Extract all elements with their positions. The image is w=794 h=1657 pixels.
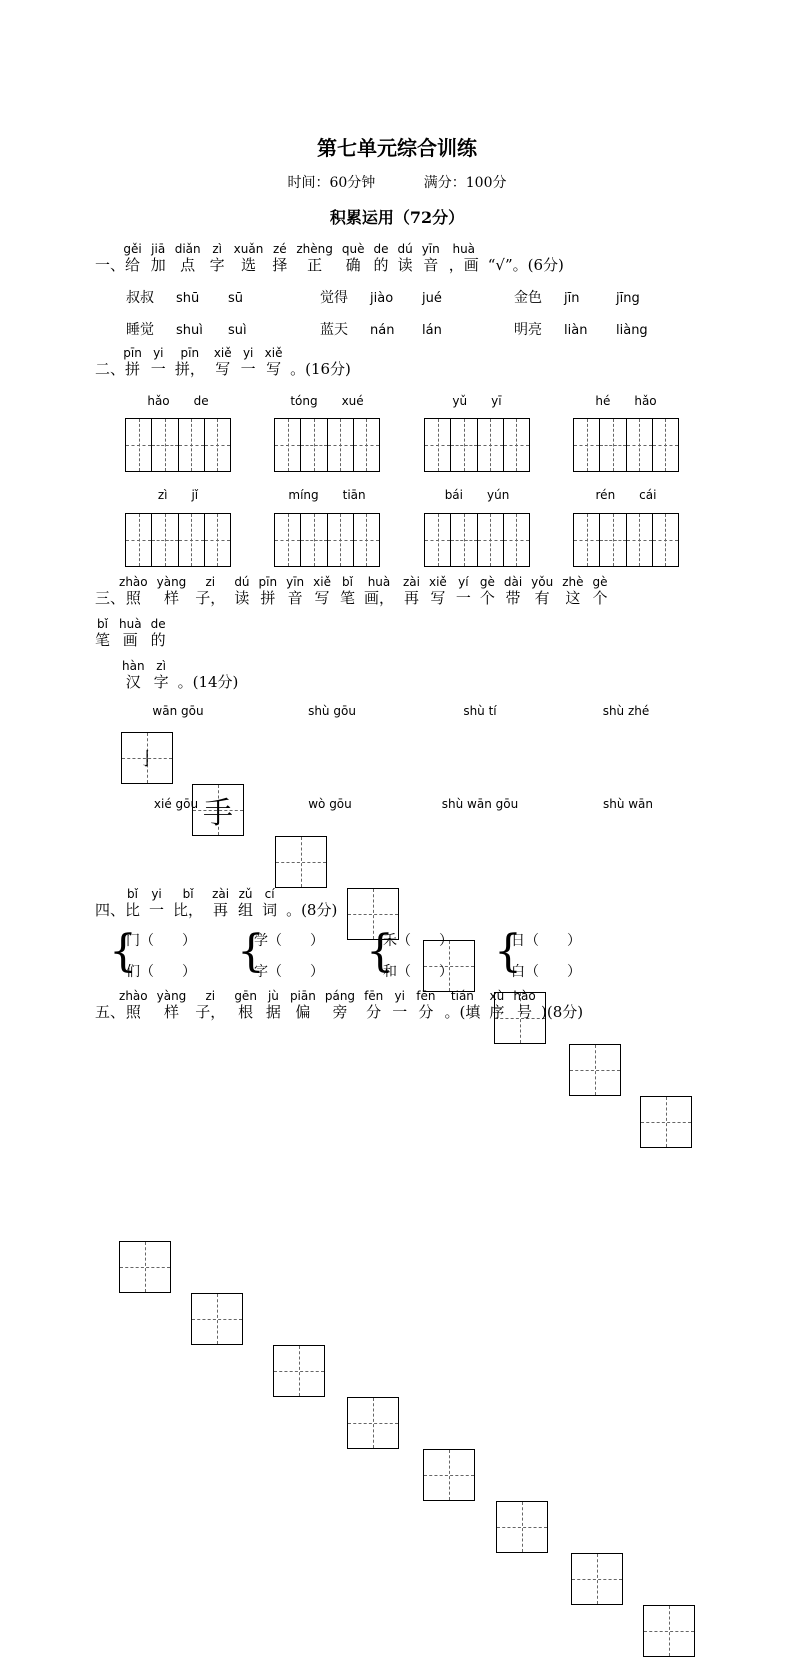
- q3-pinyin: dú: [234, 575, 250, 589]
- q2-words: [123, 346, 290, 378]
- q2-pinyin: pīn: [174, 346, 205, 360]
- q5-pinyin: zhào: [119, 989, 148, 1003]
- q3-tail: 。(14分): [177, 673, 239, 691]
- q3-writing-square[interactable]: [640, 1096, 692, 1148]
- q1-choice-row-1: [126, 287, 708, 307]
- q2-pinyin-label: yǔ yī: [452, 394, 502, 408]
- q1-word: 叔叔: [126, 290, 154, 306]
- grid-cell: [126, 419, 152, 471]
- q1-pinyin: de: [373, 242, 389, 256]
- grid-cell: [179, 514, 205, 566]
- q2-pinyin: xiě: [264, 346, 283, 360]
- q5-pinyin: páng: [324, 989, 356, 1003]
- brace-icon: {: [366, 926, 394, 977]
- q2-pinyin: yi: [150, 346, 166, 360]
- q5-char: 根gēn: [234, 989, 257, 1021]
- q1-pinyin: zì: [209, 242, 225, 256]
- q3-pinyin: yǒu: [531, 575, 554, 589]
- q1-pinyin: què: [341, 242, 365, 256]
- q3-char: 笔bǐ: [339, 575, 355, 607]
- q4-char: 词cí: [262, 887, 278, 919]
- q3-instruction-line3: [122, 660, 238, 692]
- q1-word: 金色: [514, 290, 542, 306]
- q3-pinyin: gè: [592, 575, 608, 589]
- brace-icon: {: [237, 926, 265, 977]
- q2-writing-box[interactable]: [424, 513, 530, 567]
- q5-char: 号hào: [513, 989, 536, 1021]
- q2-writing-box[interactable]: [274, 513, 380, 567]
- q2-pinyin-label: bái yún: [444, 488, 510, 502]
- grid-cell: [328, 419, 354, 471]
- q1-choice-row-2: [126, 319, 708, 339]
- example-stroke: 亅: [138, 749, 156, 770]
- q2-writing-box[interactable]: [573, 513, 679, 567]
- q4-answer-slot[interactable]: 白（ ）: [511, 964, 581, 980]
- q1-pinyin: xuǎn: [233, 242, 264, 256]
- q2-char: 一yi: [150, 346, 166, 378]
- q2-writing-box[interactable]: [573, 418, 679, 472]
- q5-pinyin: piān: [289, 989, 316, 1003]
- q5-char: 照zhào: [119, 989, 148, 1021]
- q1-pinyin: dú: [397, 242, 413, 256]
- q1-option[interactable]: suì: [228, 323, 247, 338]
- q2-pinyin: xiě: [213, 346, 232, 360]
- q3-stroke-pinyin: shù tí: [463, 704, 497, 718]
- q1-char: 点diǎn: [174, 242, 201, 274]
- q3-stroke-pinyin: shù gōu: [308, 704, 356, 718]
- q4-char: 一yi: [149, 887, 165, 919]
- q3-stroke-pinyin: shù zhé: [602, 704, 650, 718]
- q3-writing-square[interactable]: [569, 1044, 621, 1096]
- q2-writing-box[interactable]: [125, 418, 231, 472]
- q3-char: 字zì: [153, 659, 169, 691]
- q1-word: 蓝天: [320, 322, 348, 338]
- q1-option[interactable]: lán: [422, 323, 442, 338]
- q3-char: 这zhè: [562, 575, 584, 607]
- q3-pinyin: zi: [195, 575, 226, 589]
- q4-pinyin: zǔ: [238, 887, 254, 901]
- q3-pinyin: zì: [153, 659, 169, 673]
- q3-pinyin: gè: [479, 575, 495, 589]
- q4-words: [125, 887, 286, 919]
- example-character: 手: [203, 796, 233, 831]
- q1-option[interactable]: jīn: [564, 291, 580, 306]
- grid-cell: [275, 514, 301, 566]
- q1-option[interactable]: sū: [228, 291, 244, 306]
- q2-pinyin: pīn: [123, 346, 142, 360]
- grid-cell: [301, 419, 327, 471]
- q3-number: 三、: [95, 589, 126, 607]
- q3-pinyin: huà: [119, 617, 142, 631]
- q3-char: 音yīn: [286, 575, 305, 607]
- q3-char: 子，zi: [195, 575, 226, 607]
- q5-pinyin: gēn: [234, 989, 257, 1003]
- grid-cell: [574, 514, 600, 566]
- grid-cell: [478, 514, 504, 566]
- brace-icon: {: [109, 926, 137, 977]
- q5-pinyin: xù: [489, 989, 505, 1003]
- q4-answer-slot[interactable]: 门（ ）: [126, 933, 196, 949]
- q5-char: 偏piān: [289, 989, 316, 1021]
- grid-cell: [328, 514, 354, 566]
- q1-char: 给gěi: [123, 242, 142, 274]
- q2-pinyin-label: rén cái: [595, 488, 657, 502]
- q3-writing-square[interactable]: [423, 1449, 475, 1501]
- q1-char: 确què: [341, 242, 365, 274]
- q3-char: 个gè: [592, 575, 608, 607]
- q4-char: 比bǐ: [125, 887, 141, 919]
- q3-writing-square[interactable]: [119, 1241, 171, 1293]
- q1-option[interactable]: liàng: [616, 323, 648, 338]
- q2-writing-box[interactable]: [424, 418, 530, 472]
- q5-number: 五、: [95, 1003, 126, 1021]
- q1-pinyin: yīn: [421, 242, 440, 256]
- q3-writing-square[interactable]: [347, 1397, 399, 1449]
- grid-cell: [504, 514, 529, 566]
- q3-char: 写xiě: [428, 575, 447, 607]
- q3-pinyin: hàn: [122, 659, 145, 673]
- q5-char: 。(填tián: [444, 989, 481, 1021]
- q4-answer-slot[interactable]: 和（ ）: [383, 964, 453, 980]
- q3-char: 拼pīn: [258, 575, 278, 607]
- q3-writing-square[interactable]: [571, 1553, 623, 1605]
- grid-cell: [451, 514, 477, 566]
- q3-pinyin: huà: [363, 575, 394, 589]
- q3-char: 画，huà: [363, 575, 394, 607]
- q3-stroke-pinyin: xié gōu: [153, 797, 199, 811]
- q3-pinyin: de: [150, 617, 166, 631]
- q3-instruction: [95, 576, 617, 608]
- q2-char: 拼pīn: [123, 346, 142, 378]
- q3-char: 带dài: [503, 575, 523, 607]
- q3-stroke-pinyin: shù wān gōu: [441, 797, 519, 811]
- q3-pinyin: xiě: [428, 575, 447, 589]
- q1-char: 音yīn: [421, 242, 440, 274]
- q1-option[interactable]: jīng: [616, 291, 640, 306]
- grid-cell: [152, 419, 178, 471]
- grid-cell: [627, 419, 653, 471]
- q1-char: 字zì: [209, 242, 225, 274]
- q2-char: 一yi: [240, 346, 256, 378]
- q5-char: 样yàng: [156, 989, 187, 1021]
- q1-char: ，画huà: [448, 242, 479, 274]
- q3-char: 再zài: [403, 575, 420, 607]
- q4-char: 再zài: [212, 887, 230, 919]
- q3-pinyin: zài: [403, 575, 420, 589]
- q5-instruction: [95, 990, 583, 1022]
- q1-instruction: [95, 243, 564, 275]
- q5-words: [119, 989, 444, 1021]
- q4-tail: 。(8分): [286, 901, 338, 919]
- q2-char: 拼，pīn: [174, 346, 205, 378]
- q3-writing-square[interactable]: [192, 784, 244, 836]
- grid-cell: [205, 514, 230, 566]
- q3-char: 读dú: [234, 575, 250, 607]
- q1-option[interactable]: shū: [176, 291, 200, 306]
- q2-pinyin-label: zì jǐ: [157, 488, 199, 502]
- q2-char: 写xiě: [213, 346, 232, 378]
- q1-tail: “√”。(6分): [487, 256, 564, 274]
- grid-cell: [653, 419, 678, 471]
- section-title: 积累运用（72分）: [329, 208, 465, 227]
- q2-pinyin-label: hé hǎo: [595, 394, 657, 408]
- page-title: 第七单元综合训练: [317, 136, 477, 160]
- q3-char: 汉hàn: [122, 659, 145, 691]
- q3-writing-square[interactable]: [191, 1293, 243, 1345]
- brace-icon: {: [494, 926, 522, 977]
- q4-pinyin: zài: [212, 887, 230, 901]
- time-limit: 时间：60分钟: [287, 175, 376, 191]
- grid-cell: [504, 419, 529, 471]
- q3-char: 样yàng: [156, 575, 187, 607]
- full-score: 满分：100分: [423, 175, 507, 191]
- q3-char: 一yí: [455, 575, 471, 607]
- q1-option[interactable]: nán: [370, 323, 395, 338]
- q1-pinyin: zhèng: [296, 242, 333, 256]
- q4-number: 四、: [95, 901, 126, 919]
- q3-words2: [95, 617, 175, 649]
- q4-answer-slot[interactable]: 日（ ）: [511, 933, 581, 949]
- q5-char: 序xù: [489, 989, 505, 1021]
- q4-instruction: [95, 888, 337, 920]
- q5-char: 分fēn: [364, 989, 384, 1021]
- q5-pinyin: fēn: [416, 989, 436, 1003]
- q1-pinyin: diǎn: [174, 242, 201, 256]
- q3-pinyin: dài: [503, 575, 523, 589]
- q3-pinyin: yí: [455, 575, 471, 589]
- q3-char: 的de: [150, 617, 166, 649]
- q5-words2: [444, 989, 541, 1021]
- q3-stroke-pinyin: wān gōu: [152, 704, 204, 718]
- q5-char: 旁páng: [324, 989, 356, 1021]
- q4-pinyin: yi: [149, 887, 165, 901]
- grid-cell: [627, 514, 653, 566]
- q1-char: 读dú: [397, 242, 413, 274]
- q3-writing-square[interactable]: [121, 732, 173, 784]
- q3-stroke-pinyin: shù wān: [602, 797, 654, 811]
- q4-answer-slot[interactable]: 们（ ）: [126, 964, 196, 980]
- q1-word: 明亮: [514, 322, 542, 338]
- q3-writing-square[interactable]: [273, 1345, 325, 1397]
- q2-pinyin: yi: [240, 346, 256, 360]
- q3-char: 照zhào: [119, 575, 148, 607]
- q3-pinyin: xiě: [313, 575, 331, 589]
- q3-pinyin: bǐ: [95, 617, 111, 631]
- q2-char: 写xiě: [264, 346, 283, 378]
- q5-char: 子，zi: [195, 989, 226, 1021]
- q1-word: 睡觉: [126, 322, 154, 338]
- q3-pinyin: bǐ: [339, 575, 355, 589]
- q1-pinyin: zé: [272, 242, 288, 256]
- grid-cell: [354, 419, 379, 471]
- q5-tail: )(8分): [541, 1003, 584, 1021]
- q5-char: 一yi: [392, 989, 408, 1021]
- q3-char: 个gè: [479, 575, 495, 607]
- q5-pinyin: zi: [195, 989, 226, 1003]
- q5-char: 分fēn: [416, 989, 436, 1021]
- grid-cell: [425, 419, 451, 471]
- q1-char: 的de: [373, 242, 389, 274]
- q4-answer-slot[interactable]: 字（ ）: [254, 964, 324, 980]
- q3-pinyin: yàng: [156, 575, 187, 589]
- q5-pinyin: yi: [392, 989, 408, 1003]
- grid-cell: [275, 419, 301, 471]
- q1-pinyin: huà: [448, 242, 479, 256]
- q1-option[interactable]: jué: [422, 291, 442, 306]
- q1-char: 选xuǎn: [233, 242, 264, 274]
- q3-char: 写xiě: [313, 575, 331, 607]
- q5-pinyin: fēn: [364, 989, 384, 1003]
- q2-tail: 。(16分): [290, 360, 351, 378]
- q3-writing-square[interactable]: [643, 1605, 695, 1657]
- q1-char: 加jiā: [150, 242, 166, 274]
- q2-number: 二、: [95, 360, 126, 378]
- q3-pinyin: zhào: [119, 575, 148, 589]
- grid-cell: [152, 514, 178, 566]
- q1-char: 正zhèng: [296, 242, 333, 274]
- q3-char: 笔bǐ: [95, 617, 111, 649]
- grid-cell: [179, 419, 205, 471]
- grid-cell: [301, 514, 327, 566]
- q1-pinyin: gěi: [123, 242, 142, 256]
- q1-number: 一、: [95, 256, 126, 274]
- grid-cell: [205, 419, 230, 471]
- q3-instruction-line2: [95, 618, 175, 650]
- q4-char: 比，bǐ: [173, 887, 204, 919]
- q3-words3: [122, 659, 178, 691]
- q5-pinyin: yàng: [156, 989, 187, 1003]
- q3-stroke-pinyin: wò gōu: [308, 797, 352, 811]
- q4-pinyin: bǐ: [173, 887, 204, 901]
- q4-pinyin: bǐ: [125, 887, 141, 901]
- q1-option[interactable]: liàn: [564, 323, 588, 338]
- grid-cell: [600, 419, 626, 471]
- grid-cell: [354, 514, 379, 566]
- q4-pinyin: cí: [262, 887, 278, 901]
- grid-cell: [451, 419, 477, 471]
- grid-cell: [600, 514, 626, 566]
- q2-writing-box[interactable]: [125, 513, 231, 567]
- q1-words: [123, 242, 488, 274]
- q1-option[interactable]: shuì: [176, 323, 203, 338]
- exam-meta: [0, 172, 794, 192]
- grid-cell: [126, 514, 152, 566]
- q2-pinyin-label: hǎo de: [147, 394, 209, 408]
- q2-instruction: [95, 347, 351, 379]
- q2-pinyin-label: tóng xué: [290, 394, 364, 408]
- q1-pinyin: jiā: [150, 242, 166, 256]
- q3-writing-square[interactable]: [496, 1501, 548, 1553]
- q1-option[interactable]: jiào: [370, 291, 394, 306]
- grid-cell: [574, 419, 600, 471]
- q4-char: 组zǔ: [238, 887, 254, 919]
- q3-char: 有yǒu: [531, 575, 554, 607]
- q5-char: 据jù: [265, 989, 281, 1021]
- q4-answer-slot[interactable]: 学（ ）: [254, 933, 324, 949]
- q5-pinyin: jù: [265, 989, 281, 1003]
- q3-words: [119, 575, 616, 607]
- q3-pinyin: pīn: [258, 575, 278, 589]
- q2-writing-box[interactable]: [274, 418, 380, 472]
- q3-writing-square[interactable]: [275, 836, 327, 888]
- q5-pinyin: hào: [513, 989, 536, 1003]
- q4-answer-slot[interactable]: 禾（ ）: [383, 933, 453, 949]
- q5-pinyin: tián: [444, 989, 481, 1003]
- q2-pinyin-label: míng tiān: [288, 488, 366, 502]
- grid-cell: [478, 419, 504, 471]
- q3-char: 画huà: [119, 617, 142, 649]
- q1-char: 择zé: [272, 242, 288, 274]
- q3-pinyin: yīn: [286, 575, 305, 589]
- grid-cell: [653, 514, 678, 566]
- grid-cell: [425, 514, 451, 566]
- q3-pinyin: zhè: [562, 575, 584, 589]
- q1-word: 觉得: [320, 290, 348, 306]
